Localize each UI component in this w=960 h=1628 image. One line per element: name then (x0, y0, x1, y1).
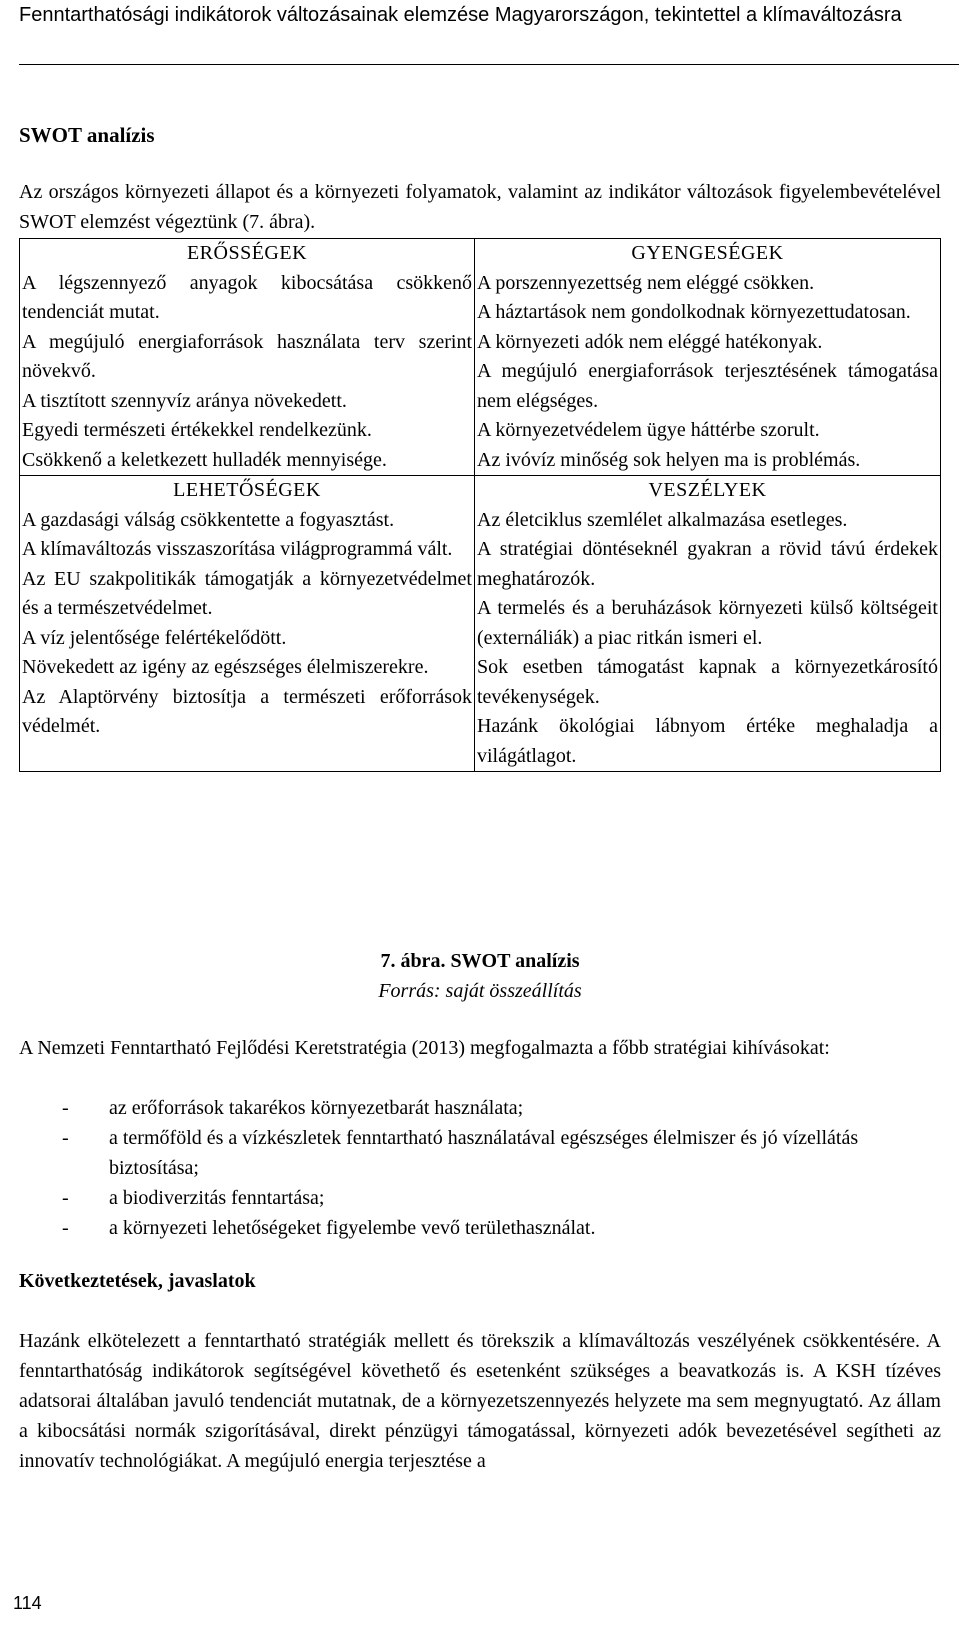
bullet-dash: - (62, 1217, 69, 1239)
swot-cell-threats (475, 476, 941, 772)
weakness-item: A háztartások nem gondolkodnak környezettudatosan. (477, 301, 911, 323)
weakness-item: A környezeti adók nem eléggé hatékonyak. (477, 330, 823, 353)
strategy-paragraph: A Nemzeti Fenntartható Fejlődési Keretstratégia (2013) megfogalmazta a főbb stratégiai kihívásokat: (19, 1037, 830, 1059)
strengths-title: ERŐSSÉGEK (186, 242, 308, 264)
opportunity-item: Az EU szakpolitikák támogatják a környezetvédelmet és a természetvédelmet. (22, 567, 472, 619)
list-item (19, 1213, 941, 1243)
list-item (19, 1183, 941, 1213)
swot-cell-opportunities (20, 476, 475, 772)
weakness-item: Az ivóvíz minőség sok helyen ma is problémás. (477, 448, 861, 471)
weakness-item: A környezetvédelem ügye háttérbe szorult. (477, 419, 820, 441)
strength-item: A tisztított szennyvíz aránya növekedett. (22, 389, 347, 412)
list-item (19, 1093, 941, 1123)
strength-item: A megújuló energiaforrások használata terv szerint növekvő. (22, 330, 472, 382)
document-page (19, 0, 941, 1472)
figure-caption-block (19, 946, 941, 1006)
list-item-text: a termőföld és a vízkészletek fenntartható használatával egészséges élelmiszer és jó vízellátás biztosítása; (109, 1127, 859, 1179)
list-item-text: a környezeti lehetőségeket figyelembe vevő területhasználat. (109, 1217, 596, 1239)
running-header: Fenntarthatósági indikátorok változásainak elemzése Magyarországon, tekintettel a klímaváltozásra (19, 4, 902, 26)
weakness-item: A porszennyezettség nem eléggé csökken. (477, 271, 815, 294)
list-item-text: a biodiverzitás fenntartása; (109, 1187, 325, 1209)
opportunities-title: LEHETŐSÉGEK (173, 479, 321, 501)
bullet-dash: - (62, 1097, 69, 1119)
list-item (19, 1123, 941, 1183)
threat-item: Sok esetben támogatást kapnak a környezetkárosító tevékenységek. (477, 656, 938, 708)
swot-cell-strengths (20, 239, 475, 476)
threats-title: VESZÉLYEK (648, 479, 767, 501)
threat-item: Hazánk ökológiai lábnyom értéke meghaladja a világátlagot. (477, 715, 938, 767)
conclusions-heading: Következtetések, javaslatok (19, 1270, 256, 1292)
strength-item: A légszennyező anyagok kibocsátása csökkenő tendenciát mutat. (22, 271, 472, 323)
bullet-dash: - (62, 1187, 69, 1209)
page-number: 114 (13, 1593, 42, 1613)
opportunity-item: A gazdasági válság csökkentette a fogyasztást. (22, 508, 395, 531)
opportunity-item: A klímaváltozás visszaszorítása világprogrammá vált. (22, 538, 453, 560)
bullet-dash: - (62, 1127, 69, 1149)
strength-item: Egyedi természeti értékekkel rendelkezünk. (22, 419, 372, 441)
conclusions-paragraph: Hazánk elkötelezett a fenntartható stratégiák mellett és törekszik a klímaváltozás veszélyének csökkentésére. A fenntarthatóság indikátorok segítségével követhető és esetenként szükséges a beavatkozás is. A KSH tízéves adatsorai általában javuló tendenciát mutatnak, de a környezetszennyezés helyzete ma sem megnyugtató. Az állam a kibocsátási normák szigorításával, direkt pénzügyi támogatással, környezeti adók bevezetésével segítheti az innovatív technológiákat. A megújuló energia terjesztése a (19, 1330, 941, 1472)
opportunity-item: Az Alaptörvény biztosítja a természeti erőforrások védelmét. (22, 685, 472, 737)
figure-caption: 7. ábra. SWOT analízis (380, 950, 580, 972)
swot-cell-weaknesses (475, 239, 941, 476)
challenges-list (19, 1093, 941, 1243)
intro-paragraph: Az országos környezeti állapot és a környezeti folyamatok, valamint az indikátor változások figyelembevételével SWOT elemzést végeztünk (7. ábra). (19, 181, 941, 233)
header-rule (19, 64, 959, 65)
threat-item: A stratégiai döntéseknél gyakran a rövid távú érdekek meghatározók. (477, 538, 938, 590)
opportunity-item: Növekedett az igény az egészséges élelmiszerekre. (22, 656, 429, 678)
strength-item: Csökkenő a keletkezett hulladék mennyisége. (22, 448, 387, 471)
weakness-item: A megújuló energiaforrások terjesztésének támogatása nem elégséges. (477, 360, 938, 412)
section-heading-swot: SWOT analízis (19, 123, 155, 147)
figure-source: Forrás: saját összeállítás (378, 980, 582, 1002)
list-item-text: az erőforrások takarékos környezetbarát használata; (109, 1097, 524, 1119)
threat-item: A termelés és a beruházások környezeti külső költségeit (externáliák) a piac ritkán ismeri el. (477, 597, 938, 649)
weaknesses-title: GYENGESÉGEK (631, 242, 784, 264)
swot-table (19, 238, 941, 772)
threat-item: Az életciklus szemlélet alkalmazása esetleges. (477, 508, 848, 531)
opportunity-item: A víz jelentősége felértékelődött. (22, 626, 287, 649)
